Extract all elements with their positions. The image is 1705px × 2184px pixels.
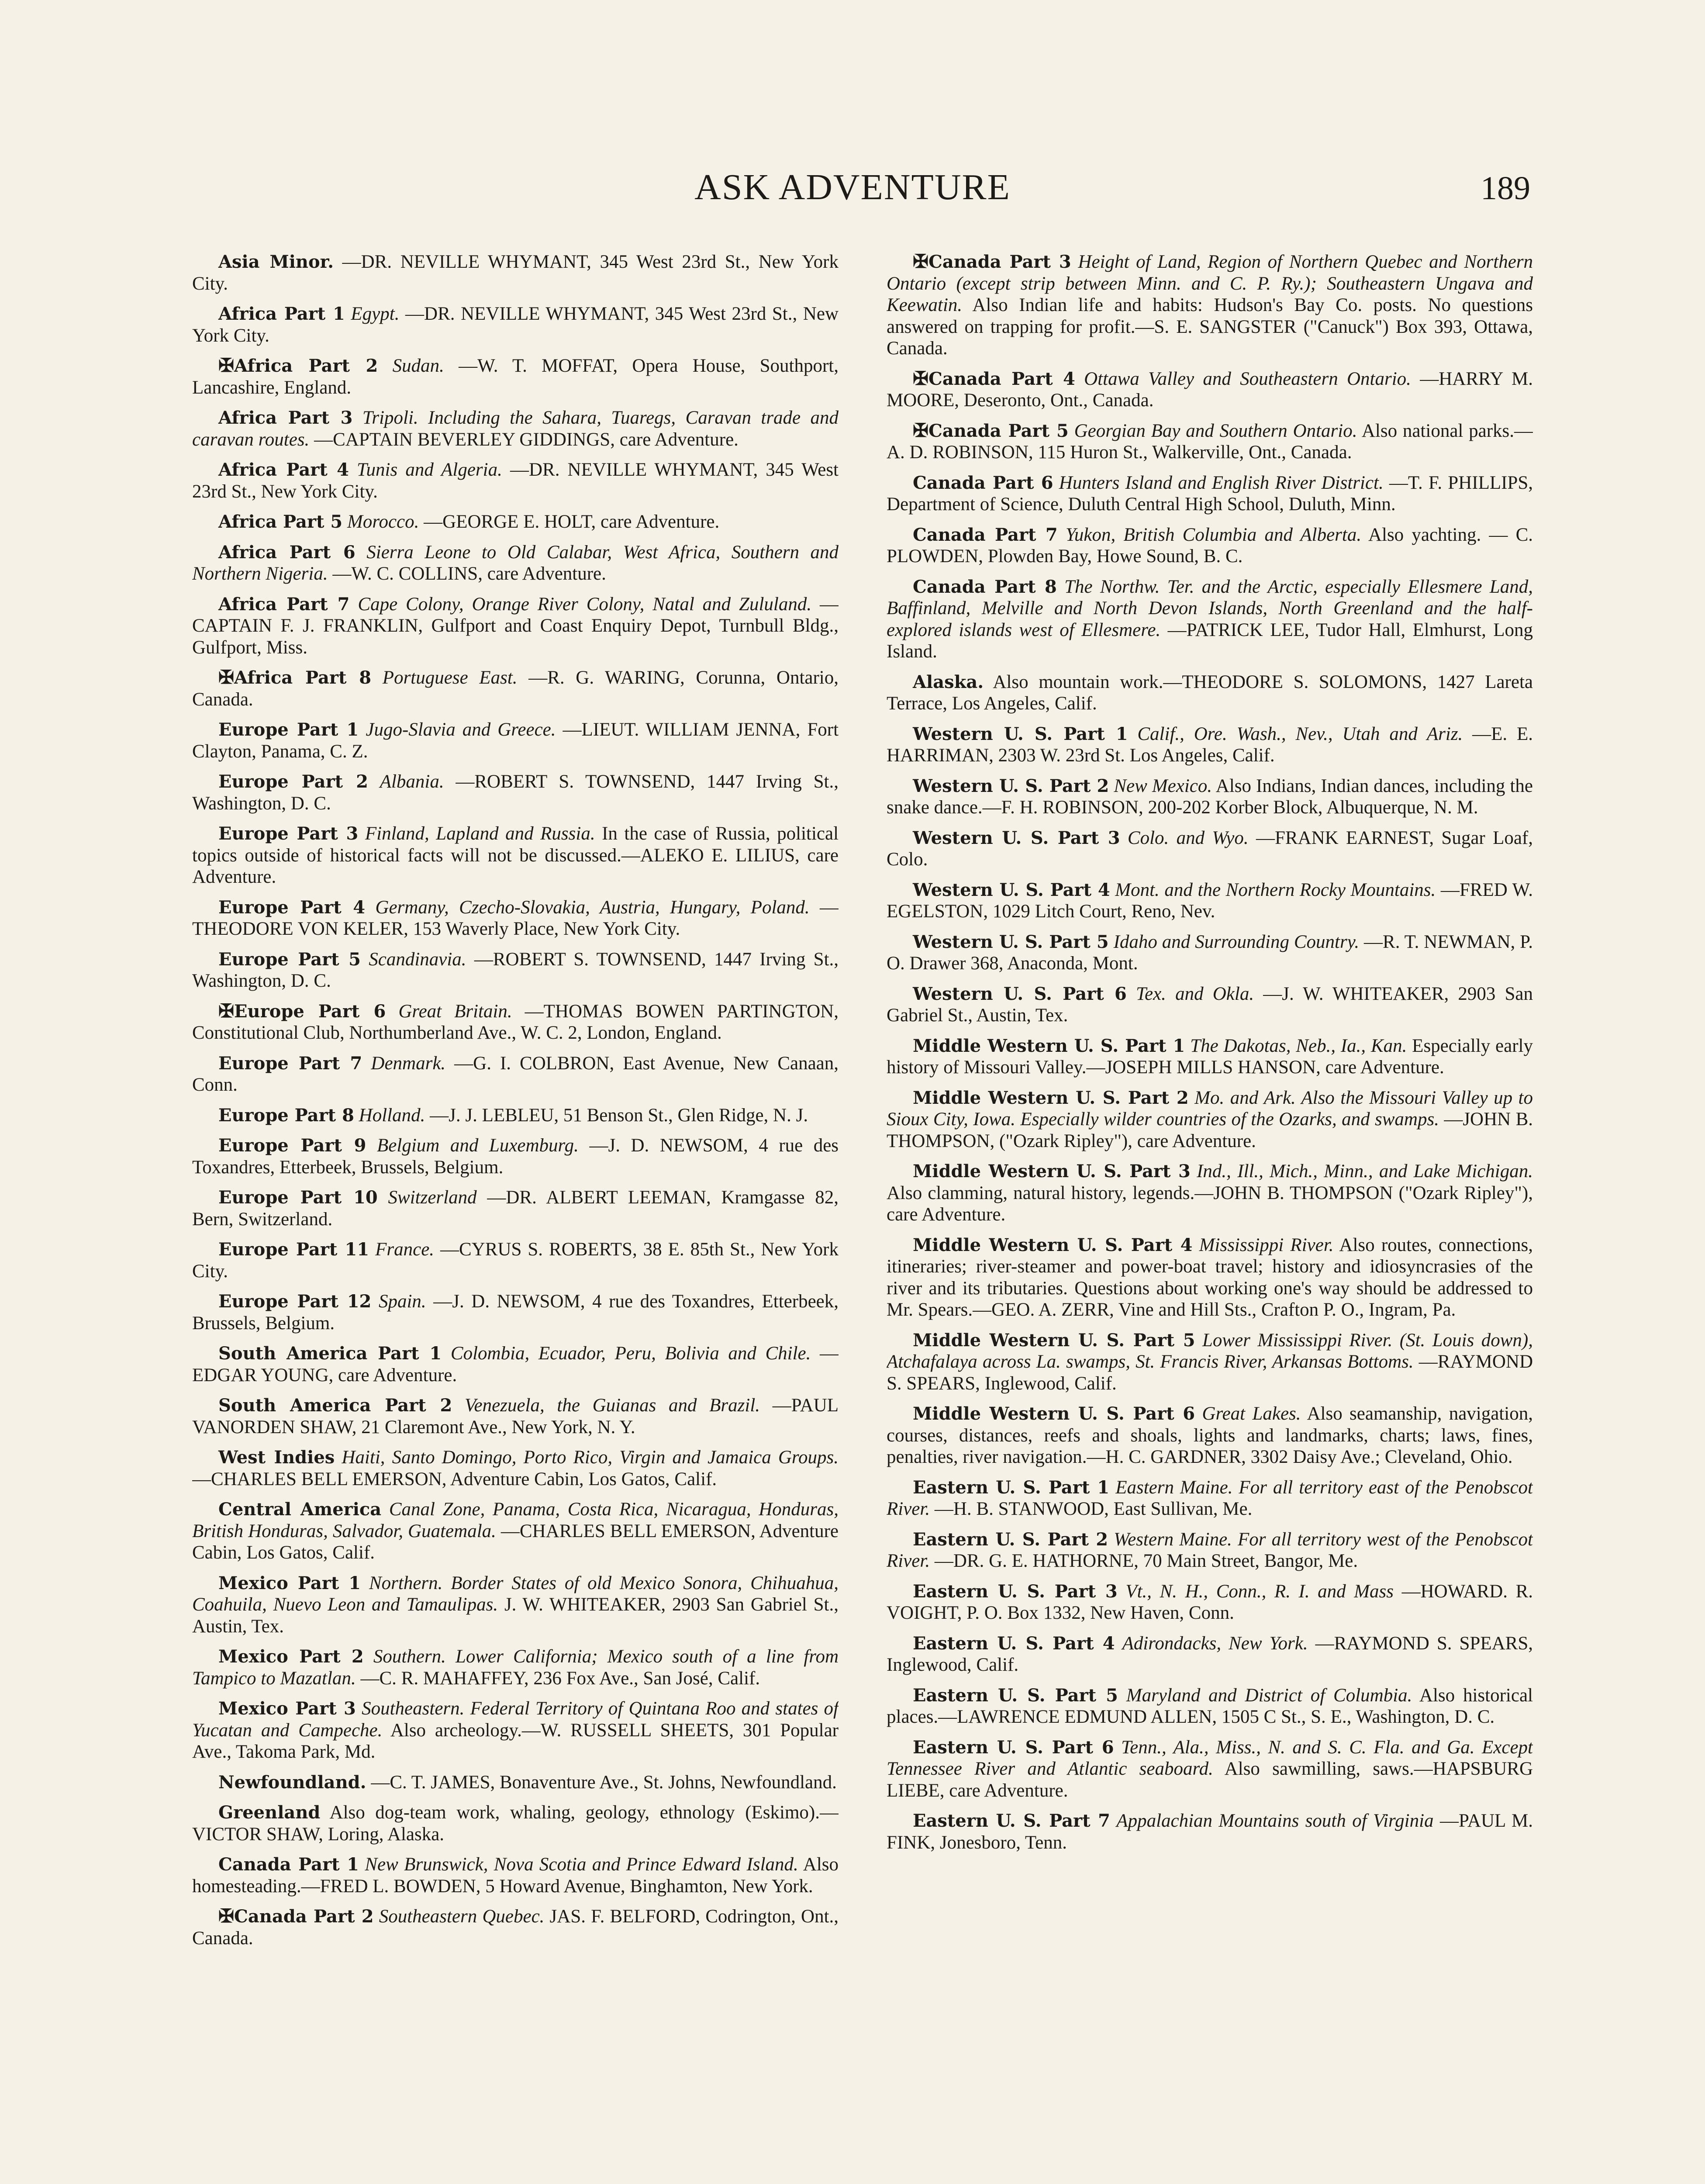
entry-contact: —J. D. NEWSOM, 4 rue des Toxandres, Etterbeek, Brussels, Belgium. [192, 1135, 839, 1178]
entry-topic: Southern. Lower California; Mexico south of a line from Tampico to Mazatlan. [192, 1646, 839, 1689]
directory-entry [192, 1906, 839, 1949]
entry-contact: J. W. WHITEAKER, 2903 San Gabriel St., Austin, Tex. [192, 1594, 839, 1637]
entry-heading: Central America [218, 1499, 382, 1520]
directory-entry [192, 594, 839, 659]
entry-heading: Africa Part 7 [218, 594, 350, 615]
directory-entry [887, 1035, 1533, 1078]
directory-entry [887, 1477, 1533, 1520]
entry-contact: —W. C. COLLINS, care Adventure. [332, 563, 606, 584]
entry-heading: Middle Western U. S. Part 1 [913, 1035, 1185, 1056]
entry-topic: Maryland and District of Columbia. [1126, 1685, 1412, 1706]
entry-contact: Also dog-team work, whaling, geology, ethnology (Eskimo).—VICTOR SHAW, Loring, Alaska. [192, 1802, 839, 1845]
entry-heading: Europe Part 5 [218, 949, 361, 970]
cross-mark-icon: ✠ [218, 1001, 235, 1022]
entry-heading: Europe Part 8 [218, 1105, 354, 1126]
directory-entry [887, 671, 1533, 715]
entry-heading: Middle Western U. S. Part 3 [913, 1161, 1191, 1182]
entry-heading: Canada Part 3 [928, 252, 1071, 272]
entry-contact: —C. T. JAMES, Bonaventure Ave., St. Johns, Newfoundland. [371, 1772, 837, 1793]
entry-contact: —PAUL VANORDEN SHAW, 21 Claremont Ave., New York, N. Y. [192, 1395, 839, 1438]
directory-entry [192, 1395, 839, 1438]
entry-contact: —HOWARD. R. VOIGHT, P. O. Box 1332, New Haven, Conn. [887, 1581, 1533, 1623]
entry-contact: Also mountain work.—THEODORE S. SOLOMONS, 1427 Lareta Terrace, Los Angeles, Calif. [887, 671, 1533, 714]
entry-topic: The Northw. Ter. and the Arctic, especially Ellesmere Land, Baffinland, Melville and North Devon Islands, North Greenland and the half-explored islands west of Ellesmere. [887, 576, 1533, 640]
entry-heading: Eastern U. S. Part 5 [913, 1685, 1118, 1706]
entry-topic: Canal Zone, Panama, Costa Rica, Nicaragua, Honduras, British Honduras, Salvador, Guatemala. [192, 1499, 839, 1541]
directory-entry [192, 251, 839, 294]
entry-contact: Especially early history of Missouri Valley.—JOSEPH MILLS HANSON, care Adventure. [887, 1035, 1533, 1078]
directory-entry [192, 511, 839, 533]
entry-contact: —G. I. COLBRON, East Avenue, New Canaan, Conn. [192, 1053, 839, 1095]
entry-topic: Egypt. [351, 304, 400, 324]
directory-entry [192, 303, 839, 346]
entry-contact: —CHARLES BELL EMERSON, Adventure Cabin, Los Gatos, Calif. [192, 1469, 717, 1489]
directory-entry [192, 1698, 839, 1763]
directory-entry [887, 524, 1533, 567]
directory-entry [887, 1529, 1533, 1572]
entry-contact: —W. T. MOFFAT, Opera House, Southport, Lancashire, England. [192, 356, 839, 398]
entry-heading: Europe Part 1 [218, 719, 359, 740]
entry-contact: —GEORGE E. HOLT, care Adventure. [424, 511, 720, 532]
directory-entry [192, 1187, 839, 1230]
cross-mark-icon: ✠ [913, 252, 929, 272]
entry-topic: Albania. [380, 771, 444, 792]
entry-heading: Mexico Part 2 [218, 1646, 364, 1667]
entry-contact: Also seamanship, navigation, courses, distances, reefs and shoals, lights and landmarks, charts; laws, fines, penalties, river navigation.—H. C. GARDNER, 3302 Daisy Ave.; Cleveland, Ohio. [887, 1403, 1533, 1467]
entry-topic: Ind., Ill., Mich., Minn., and Lake Michigan. [1197, 1161, 1533, 1182]
entry-heading: Canada Part 7 [913, 524, 1058, 545]
entry-contact: In the case of Russia, political topics outside of historical facts will not be discussed.—ALEKO E. LILIUS, care Adventure. [192, 823, 839, 887]
entry-topic: Georgian Bay and Southern Ontario. [1074, 420, 1357, 441]
cross-mark-icon: ✠ [218, 667, 235, 688]
entry-topic: Tex. and Okla. [1136, 983, 1254, 1004]
entry-heading: Asia Minor. [218, 252, 334, 272]
entry-topic: Hunters Island and English River District. [1059, 472, 1384, 493]
entry-topic: New Mexico. [1114, 775, 1212, 796]
entry-contact: —H. B. STANWOOD, East Sullivan, Me. [934, 1499, 1253, 1519]
directory-entry [192, 823, 839, 888]
entry-topic: Cape Colony, Orange River Colony, Natal and Zululand. [358, 594, 812, 615]
entry-contact: —RAYMOND S. SPEARS, Inglewood, Calif. [887, 1633, 1533, 1675]
entry-topic: Tunis and Algeria. [357, 460, 502, 480]
entry-heading: Western U. S. Part 3 [913, 827, 1120, 848]
entry-topic: Spain. [378, 1291, 426, 1312]
directory-entry [887, 368, 1533, 411]
entry-topic: Great Lakes. [1202, 1403, 1301, 1424]
entry-topic: Colombia, Ecuador, Peru, Bolivia and Chile. [450, 1343, 811, 1364]
entry-contact: —C. R. MAHAFFEY, 236 Fox Ave., San José, Calif. [360, 1668, 760, 1689]
cross-mark-icon: ✠ [218, 356, 235, 376]
directory-entry [887, 1810, 1533, 1853]
entry-heading: Mexico Part 3 [218, 1698, 356, 1719]
directory-entry [887, 420, 1533, 463]
entry-heading: Western U. S. Part 4 [913, 879, 1110, 900]
entry-heading: Eastern U. S. Part 2 [913, 1529, 1108, 1550]
entry-topic: Belgium and Luxemburg. [377, 1135, 579, 1156]
cross-mark-icon: ✠ [913, 368, 929, 389]
entry-heading: Canada Part 6 [913, 472, 1053, 493]
entry-contact: —DR. NEVILLE WHYMANT, 345 West 23rd St., New York City. [192, 252, 839, 294]
directory-entry [192, 355, 839, 398]
entry-topic: Northern. Border States of old Mexico Sonora, Chihuahua, Coahuila, Nuevo Leon and Tamaulipas. [192, 1572, 839, 1615]
entry-heading: South America Part 2 [218, 1395, 452, 1416]
entry-heading: Middle Western U. S. Part 4 [913, 1234, 1193, 1255]
cross-mark-icon: ✠ [218, 1906, 235, 1927]
entry-heading: Eastern U. S. Part 6 [913, 1737, 1114, 1758]
directory-entry [887, 1581, 1533, 1624]
entry-heading: Newfoundland. [218, 1772, 366, 1793]
entry-contact: —FRANK EARNEST, Sugar Loaf, Colo. [887, 827, 1533, 870]
entry-topic: Mont. and the Northern Rocky Mountains. [1115, 879, 1436, 900]
entry-contact: —THOMAS BOWEN PARTINGTON, Constitutional Club, Northumberland Ave., W. C. 2, London, England. [192, 1001, 839, 1043]
directory-entry [887, 1330, 1533, 1395]
entry-topic: Eastern Maine. For all territory east of the Penobscot River. [887, 1477, 1533, 1519]
directory-entry [192, 719, 839, 762]
entry-heading: Africa Part 5 [218, 511, 343, 532]
entry-contact: —R. T. NEWMAN, P. O. Drawer 368, Anaconda, Mont. [887, 931, 1533, 974]
directory-entry [192, 1291, 839, 1334]
directory-entry [192, 1772, 839, 1794]
page-header [175, 166, 1530, 218]
entry-topic: Portuguese East. [382, 667, 518, 688]
entry-topic: Finland, Lapland and Russia. [365, 823, 595, 844]
entry-contact: Also yachting. — C. PLOWDEN, Plowden Bay, Howe Sound, B. C. [887, 524, 1533, 567]
entry-heading: Europe Part 11 [218, 1239, 369, 1260]
entry-contact: —FRED W. EGELSTON, 1029 Litch Court, Reno, Nev. [887, 879, 1533, 922]
entry-heading: Canada Part 1 [218, 1854, 359, 1875]
entry-heading: Europe Part 2 [218, 771, 368, 792]
entry-heading: South America Part 1 [218, 1343, 442, 1364]
entry-topic: Western Maine. For all territory west of the Penobscot River. [887, 1529, 1533, 1571]
left-column [192, 251, 839, 2184]
entry-topic: Colo. and Wyo. [1127, 827, 1249, 848]
entry-topic: Tenn., Ala., Miss., N. and S. C. Fla. and Ga. Except Tennessee River and Atlantic seaboard. [887, 1737, 1533, 1779]
directory-entry [887, 1685, 1533, 1728]
directory-entry [192, 1053, 839, 1096]
entry-contact: —PAUL M. FINK, Jonesboro, Tenn. [887, 1811, 1533, 1853]
directory-entry [192, 1105, 839, 1127]
directory-entry [192, 459, 839, 502]
entry-contact: —E. E. HARRIMAN, 2303 W. 23rd St. Los Angeles, Calif. [887, 723, 1533, 766]
entry-heading: Greenland [218, 1802, 321, 1823]
entry-topic: Appalachian Mountains south of Virginia [1116, 1811, 1434, 1831]
entry-heading: Eastern U. S. Part 3 [913, 1581, 1118, 1602]
entry-heading: Middle Western U. S. Part 2 [913, 1087, 1189, 1108]
entry-topic: Sudan. [392, 356, 444, 376]
entry-contact: —RAYMOND S. SPEARS, Inglewood, Calif. [887, 1351, 1533, 1394]
entry-heading: Eastern U. S. Part 1 [913, 1477, 1110, 1498]
entry-topic: Haiti, Santo Domingo, Porto Rico, Virgin and Jamaica Groups. [342, 1447, 839, 1468]
entry-contact: —DR. NEVILLE WHYMANT, 345 West 23rd St., New York City. [192, 460, 839, 502]
entry-contact: Also historical places.—LAWRENCE EDMUND ALLEN, 1505 C St., S. E., Washington, D. C. [887, 1685, 1533, 1727]
directory-entry [887, 1234, 1533, 1321]
entry-topic: Southeastern. Federal Territory of Quintana Roo and states of Yucatan and Campeche. [192, 1698, 839, 1741]
entry-contact: —J. D. NEWSOM, 4 rue des Toxandres, Etterbeek, Brussels, Belgium. [192, 1291, 839, 1334]
directory-entry [887, 1403, 1533, 1468]
entry-topic: Yukon, British Columbia and Alberta. [1065, 524, 1362, 545]
entry-heading: Eastern U. S. Part 4 [913, 1633, 1115, 1654]
directory-entry [887, 576, 1533, 663]
entry-heading: Europe Part 10 [218, 1187, 378, 1208]
entry-heading: Middle Western U. S. Part 5 [913, 1330, 1195, 1351]
entry-contact: Also Indians, Indian dances, including the snake dance.—F. H. ROBINSON, 200-202 Korber Block, Albuquerque, N. M. [887, 775, 1533, 818]
directory-entry [887, 1161, 1533, 1226]
entry-contact: —J. J. LEBLEU, 51 Benson St., Glen Ridge, N. J. [430, 1105, 808, 1126]
entry-topic: Morocco. [347, 511, 419, 532]
entry-contact: —ROBERT S. TOWNSEND, 1447 Irving St., Washington, D. C. [192, 949, 839, 991]
directory-entry [192, 667, 839, 710]
directory-entry [192, 771, 839, 814]
entry-heading: Europe Part 6 [234, 1001, 386, 1022]
directory-entry [887, 983, 1533, 1026]
entry-topic: Southeastern Quebec. [379, 1906, 545, 1927]
directory-entry [887, 1737, 1533, 1802]
entry-heading: Africa Part 6 [218, 542, 355, 563]
entry-topic: Jugo-Slavia and Greece. [366, 719, 556, 740]
directory-entry [192, 407, 839, 450]
entry-contact: JAS. F. BELFORD, Codrington, Ont., Canada. [192, 1906, 839, 1949]
entry-topic: Tripoli. Including the Sahara, Tuaregs, Caravan trade and caravan routes. [192, 408, 839, 450]
entry-topic: New Brunswick, Nova Scotia and Prince Edward Island. [365, 1854, 798, 1875]
directory-entry [887, 931, 1533, 975]
cross-mark-icon: ✠ [913, 420, 929, 441]
entry-contact: —R. G. WARING, Corunna, Ontario, Canada. [192, 667, 839, 710]
entry-heading: Europe Part 12 [218, 1291, 372, 1312]
entry-heading: Europe Part 3 [218, 823, 359, 844]
entry-topic: France. [375, 1239, 435, 1260]
entry-heading: Eastern U. S. Part 7 [913, 1811, 1110, 1831]
entry-heading: Canada Part 8 [913, 576, 1057, 597]
directory-entry [192, 1343, 839, 1386]
entry-heading: Europe Part 7 [218, 1053, 362, 1074]
directory-entry [192, 1135, 839, 1178]
page-number: 189 [1481, 170, 1530, 207]
entry-contact: Also archeology.—W. RUSSELL SHEETS, 301 Popular Ave., Takoma Park, Md. [192, 1720, 839, 1762]
entry-contact: —DR. ALBERT LEEMAN, Kramgasse 82, Bern, Switzerland. [192, 1187, 839, 1230]
entry-contact: Also national parks.—A. D. ROBINSON, 115 Huron St., Walkerville, Ont., Canada. [887, 420, 1533, 463]
entry-contact: —J. W. WHITEAKER, 2903 San Gabriel St., Austin, Tex. [887, 983, 1533, 1026]
entry-contact: Also routes, connections, itineraries; river-steamer and power-boat travel; history and idiosyncrasies of the river and its tributaries. Questions about working one's way should be addressed to Mr. Spears.—GEO. A. ZERR, Vine and Hill Sts., Crafton P. O., Ingram, Pa. [887, 1234, 1533, 1320]
entry-heading: West Indies [218, 1447, 335, 1468]
directory-entry [192, 1001, 839, 1044]
right-column [887, 251, 1533, 2184]
entry-topic: Height of Land, Region of Northern Quebec and Northern Ontario (except strip between Minn. and C. P. Ry.); Southeastern Ungava and Keewatin. [887, 252, 1533, 315]
entry-heading: Canada Part 2 [234, 1906, 374, 1927]
entry-heading: Africa Part 8 [234, 667, 372, 688]
directory-entry [887, 472, 1533, 515]
directory-entry [192, 542, 839, 585]
entry-contact: —CHARLES BELL EMERSON, Adventure Cabin, Los Gatos, Calif. [192, 1521, 839, 1563]
entry-contact: —DR. G. E. HATHORNE, 70 Main Street, Bangor, Me. [934, 1551, 1358, 1571]
entry-topic: Sierra Leone to Old Calabar, West Africa, Southern and Northern Nigeria. [192, 542, 839, 584]
directory-entry [887, 1087, 1533, 1152]
entry-topic: Lower Mississippi River. (St. Louis down), Atchafalaya across La. swamps, St. Francis River, Arkansas Bottoms. [887, 1330, 1533, 1372]
entry-heading: Alaska. [913, 671, 984, 692]
entry-heading: Western U. S. Part 2 [913, 775, 1109, 796]
entry-heading: Western U. S. Part 1 [913, 723, 1128, 744]
entry-topic: Idaho and Surrounding Country. [1113, 931, 1360, 952]
text-columns [192, 251, 1533, 2184]
entry-contact: —LIEUT. WILLIAM JENNA, Fort Clayton, Panama, C. Z. [192, 719, 839, 762]
directory-entry [887, 827, 1533, 871]
entry-heading: Middle Western U. S. Part 6 [913, 1403, 1195, 1424]
entry-topic: Great Britain. [398, 1001, 512, 1022]
entry-topic: Germany, Czecho-Slovakia, Austria, Hungary, Poland. [375, 897, 810, 918]
entry-topic: Calif., Ore. Wash., Nev., Utah and Ariz. [1137, 723, 1463, 744]
entry-topic: Ottawa Valley and Southeastern Ontario. [1084, 368, 1411, 389]
entry-contact: —CAPTAIN F. J. FRANKLIN, Gulfport and Coast Enquiry Depot, Turnbull Bldg., Gulfport, Miss. [192, 594, 839, 658]
directory-entry [192, 1854, 839, 1897]
directory-entry [192, 1499, 839, 1564]
entry-heading: Western U. S. Part 5 [913, 931, 1109, 952]
entry-topic: Vt., N. H., Conn., R. I. and Mass [1125, 1581, 1394, 1602]
entry-heading: Western U. S. Part 6 [913, 983, 1127, 1004]
entry-contact: Also Indian life and habits: Hudson's Bay Co. posts. No questions answered on trapping for profit.—S. E. SANGSTER ("Canuck") Box 393, Ottawa, Canada. [887, 295, 1533, 359]
page-title: ASK ADVENTURE [694, 167, 1011, 207]
entry-topic: Scandinavia. [369, 949, 466, 970]
entry-contact: —DR. NEVILLE WHYMANT, 345 West 23rd St., New York City. [192, 304, 839, 346]
directory-entry [192, 1572, 839, 1638]
entry-heading: Africa Part 2 [234, 356, 378, 376]
directory-entry [887, 879, 1533, 923]
entry-heading: Africa Part 3 [218, 408, 353, 428]
directory-entry [887, 1633, 1533, 1676]
entry-contact: —CAPTAIN BEVERLEY GIDDINGS, care Adventure. [314, 429, 739, 450]
entry-contact: Also homesteading.—FRED L. BOWDEN, 5 Howard Avenue, Binghamton, New York. [192, 1854, 839, 1897]
entry-heading: Europe Part 9 [218, 1135, 366, 1156]
entry-contact: —THEODORE VON KELER, 153 Waverly Place, New York City. [192, 897, 839, 939]
entry-contact: —CYRUS S. ROBERTS, 38 E. 85th St., New York City. [192, 1239, 839, 1282]
directory-entry [887, 251, 1533, 359]
entry-topic: Adirondacks, New York. [1122, 1633, 1308, 1654]
entry-contact: —ROBERT S. TOWNSEND, 1447 Irving St., Washington, D. C. [192, 771, 839, 814]
entry-heading: Canada Part 4 [928, 368, 1075, 389]
directory-entry [192, 897, 839, 940]
entry-contact: —JOHN B. THOMPSON, ("Ozark Ripley"), care Adventure. [887, 1109, 1533, 1151]
directory-entry [192, 1802, 839, 1845]
entry-topic: The Dakotas, Neb., Ia., Kan. [1190, 1035, 1407, 1056]
entry-topic: Venezuela, the Guianas and Brazil. [465, 1395, 760, 1416]
directory-entry [887, 723, 1533, 767]
entry-contact: —PATRICK LEE, Tudor Hall, Elmhurst, Long Island. [887, 619, 1533, 662]
entry-contact: —T. F. PHILLIPS, Department of Science, Duluth Central High School, Duluth, Minn. [887, 472, 1533, 515]
entry-heading: Europe Part 4 [218, 897, 366, 918]
entry-heading: Canada Part 5 [928, 420, 1069, 441]
entry-contact: Also clamming, natural history, legends.—JOHN B. THOMPSON ("Ozark Ripley"), care Adventure. [887, 1182, 1533, 1225]
entry-heading: Africa Part 1 [218, 304, 345, 324]
entry-heading: Africa Part 4 [218, 460, 349, 480]
entry-topic: Holland. [359, 1105, 425, 1126]
entry-heading: Mexico Part 1 [218, 1572, 361, 1593]
entry-contact: Also sawmilling, saws.—HAPSBURG LIEBE, care Adventure. [887, 1759, 1533, 1801]
directory-entry [887, 775, 1533, 819]
directory-entry [192, 1239, 839, 1282]
directory-entry [192, 1447, 839, 1490]
entry-topic: Mo. and Ark. Also the Missouri Valley up to Sioux City, Iowa. Especially wilder countries of the Ozarks, and swamps. [887, 1087, 1533, 1130]
entry-topic: Switzerland [388, 1187, 477, 1208]
directory-entry [192, 1646, 839, 1689]
entry-topic: Denmark. [371, 1053, 446, 1074]
entry-contact: —EDGAR YOUNG, care Adventure. [192, 1343, 839, 1386]
directory-entry [192, 949, 839, 992]
entry-topic: Mississippi River. [1199, 1234, 1334, 1255]
entry-contact: —HARRY M. MOORE, Deseronto, Ont., Canada. [887, 368, 1533, 411]
